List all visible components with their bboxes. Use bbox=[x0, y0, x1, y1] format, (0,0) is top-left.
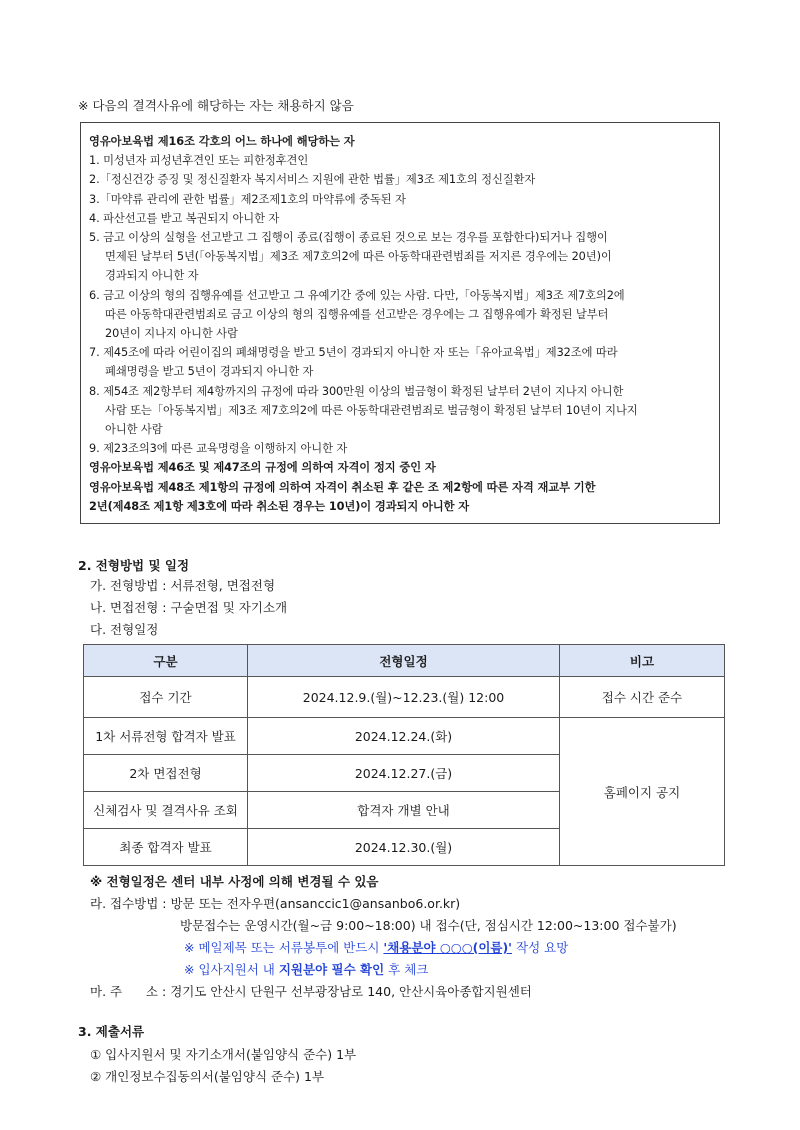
date-cell: 합격자 개별 안내 bbox=[248, 792, 560, 829]
schedule-table bbox=[83, 644, 725, 866]
disqualification-line: 사람 또는「아동복지법」제3조 제7호의2에 따른 아동학대관련범죄로 벌금형이 확정된 날부터 10년이 지나지 bbox=[105, 403, 638, 417]
address-value: 경기도 안산시 단원구 선부광장남로 140, 안산시육아종합지원센터 bbox=[170, 984, 532, 999]
date-cell: 2024.12.30.(월) bbox=[248, 829, 560, 866]
form-note-prefix: ※ 입사지원서 내 bbox=[184, 962, 279, 977]
merged-note-cell: 홈페이지 공지 bbox=[560, 718, 725, 866]
date-cell: 2024.12.24.(화) bbox=[248, 718, 560, 755]
mail-note-suffix: 작성 요망 bbox=[512, 940, 569, 955]
disqualification-line: 4. 파산선고를 받고 복권되지 아니한 자 bbox=[89, 211, 280, 225]
stage-cell: 접수 기간 bbox=[84, 677, 248, 718]
address-line: 마. 주 소 : 경기도 안산시 단원구 선부광장남로 140, 안산시육아종합지원센터 bbox=[90, 984, 532, 999]
stage-cell: 1차 서류전형 합격자 발표 bbox=[84, 718, 248, 755]
disqualification-line: 영유아보육법 제46조 및 제47조의 규정에 의하여 자격이 정지 중인 자 bbox=[89, 461, 436, 475]
disqualification-line: 1. 미성년자 피성년후견인 또는 피한정후견인 bbox=[89, 154, 309, 168]
mail-note-emphasis: '채용분야 ○○○(이름)' bbox=[383, 940, 513, 955]
disqualification-line: 면제된 날부터 5년(「아동복지법」제3조 제7호의2에 따른 아동학대관련범죄를 저지른 경우에는 20년)이 bbox=[105, 250, 612, 264]
disqualification-intro: ※ 다음의 결격사유에 해당하는 자는 채용하지 않음 bbox=[78, 98, 354, 113]
header-note: 비고 bbox=[560, 645, 725, 677]
disqualification-line: 5. 금고 이상의 실형을 선고받고 그 집행이 종료(집행이 종료된 것으로 보는 경우를 포함한다)되거나 집행이 bbox=[89, 231, 608, 245]
document-item: ② 개인정보수집동의서(붙임양식 준수) 1부 bbox=[90, 1069, 325, 1084]
schedule-change-notice: ※ 전형일정은 센터 내부 사정에 의해 변경될 수 있음 bbox=[90, 874, 379, 889]
disqualification-line: 7. 제45조에 따라 어린이집의 폐쇄명령을 받고 5년이 경과되지 아니한 자 또는「유아교육법」제32조에 따라 bbox=[89, 346, 618, 360]
disqualification-line: 2년(제48조 제1항 제3호에 따라 취소된 경우는 10년)이 경과되지 아니한 자 bbox=[89, 499, 470, 513]
apply-method: 라. 접수방법 : 방문 또는 전자우편(ansanccic1@ansanbo6.or.kr) bbox=[90, 896, 461, 911]
header-date: 전형일정 bbox=[248, 645, 560, 677]
form-note-emphasis: 지원분야 필수 확인 bbox=[278, 962, 385, 977]
mail-subject-note bbox=[184, 938, 568, 956]
stage-cell: 최종 합격자 발표 bbox=[84, 829, 248, 866]
disqualification-line: 8. 제54조 제2항부터 제4항까지의 규정에 따라 300만원 이상의 벌금형이 확정된 날부터 2년이 지나지 아니한 bbox=[89, 384, 624, 398]
disqualification-line: 따른 아동학대관련범죄로 금고 이상의 형의 집행유예를 선고받은 경우에는 그 집행유예가 확정된 날부터 bbox=[105, 307, 609, 321]
visit-note: 방문접수는 운영시간(월~금 9:00~18:00) 내 접수(단, 점심시간 12:00~13:00 접수불가) bbox=[180, 918, 677, 933]
disqualification-line: 2.「정신건강 증징 및 정신질환자 복지서비스 지원에 관한 법률」제3조 제1호의 정신질환자 bbox=[89, 173, 536, 187]
stage-cell: 2차 면접전형 bbox=[84, 755, 248, 792]
date-cell: 2024.12.27.(금) bbox=[248, 755, 560, 792]
disqualification-line: 6. 금고 이상의 형의 집행유예를 선고받고 그 유예기간 중에 있는 사람. 다만,「아동복지법」제3조 제7호의2에 bbox=[89, 288, 625, 302]
header-stage: 구분 bbox=[84, 645, 248, 677]
disqualification-line: 폐쇄명령을 받고 5년이 경과되지 아니한 자 bbox=[105, 365, 314, 379]
note-cell: 접수 시간 준수 bbox=[560, 677, 725, 718]
form-note-suffix: 후 체크 bbox=[384, 962, 429, 977]
address-label: 마. 주 소 bbox=[90, 984, 159, 999]
mail-note-prefix: ※ 메일제목 또는 서류봉투에 반드시 bbox=[184, 940, 384, 955]
disqualification-line: 영유아보육법 제16조 각호의 어느 하나에 해당하는 자 bbox=[89, 135, 355, 148]
table-row bbox=[84, 718, 725, 755]
section-2-title: 2. 전형방법 및 일정 bbox=[78, 558, 190, 573]
disqualification-line: 9. 제23조의3에 따른 교육명령을 이행하지 아니한 자 bbox=[89, 442, 348, 456]
disqualification-line: 20년이 지나지 아니한 사람 bbox=[105, 327, 238, 341]
table-row bbox=[84, 677, 725, 718]
interview-method: 나. 면접전형 : 구술면접 및 자기소개 bbox=[90, 600, 288, 615]
disqualification-line: 경과되지 아니한 자 bbox=[105, 269, 199, 283]
stage-cell: 신체검사 및 결격사유 조회 bbox=[84, 792, 248, 829]
section-3-title: 3. 제출서류 bbox=[78, 1024, 145, 1039]
disqualification-line: 아니한 사람 bbox=[105, 423, 163, 437]
form-check-note bbox=[184, 960, 428, 978]
disqualification-box bbox=[80, 122, 720, 524]
disqualification-line: 3.「마약류 관리에 관한 법률」제2조제1호의 마약류에 중독된 자 bbox=[89, 192, 406, 206]
date-cell: 2024.12.9.(월)~12.23.(월) 12:00 bbox=[248, 677, 560, 718]
document-item: ① 입사지원서 및 자기소개서(붙임양식 준수) 1부 bbox=[90, 1047, 357, 1062]
selection-method: 가. 전형방법 : 서류전형, 면접전형 bbox=[90, 578, 276, 593]
table-header-row bbox=[84, 645, 725, 677]
schedule-label: 다. 전형일정 bbox=[90, 622, 159, 637]
disqualification-line: 영유아보육법 제48조 제1항의 규정에 의하여 자격이 취소된 후 같은 조 제2항에 따른 자격 재교부 기한 bbox=[89, 480, 596, 494]
